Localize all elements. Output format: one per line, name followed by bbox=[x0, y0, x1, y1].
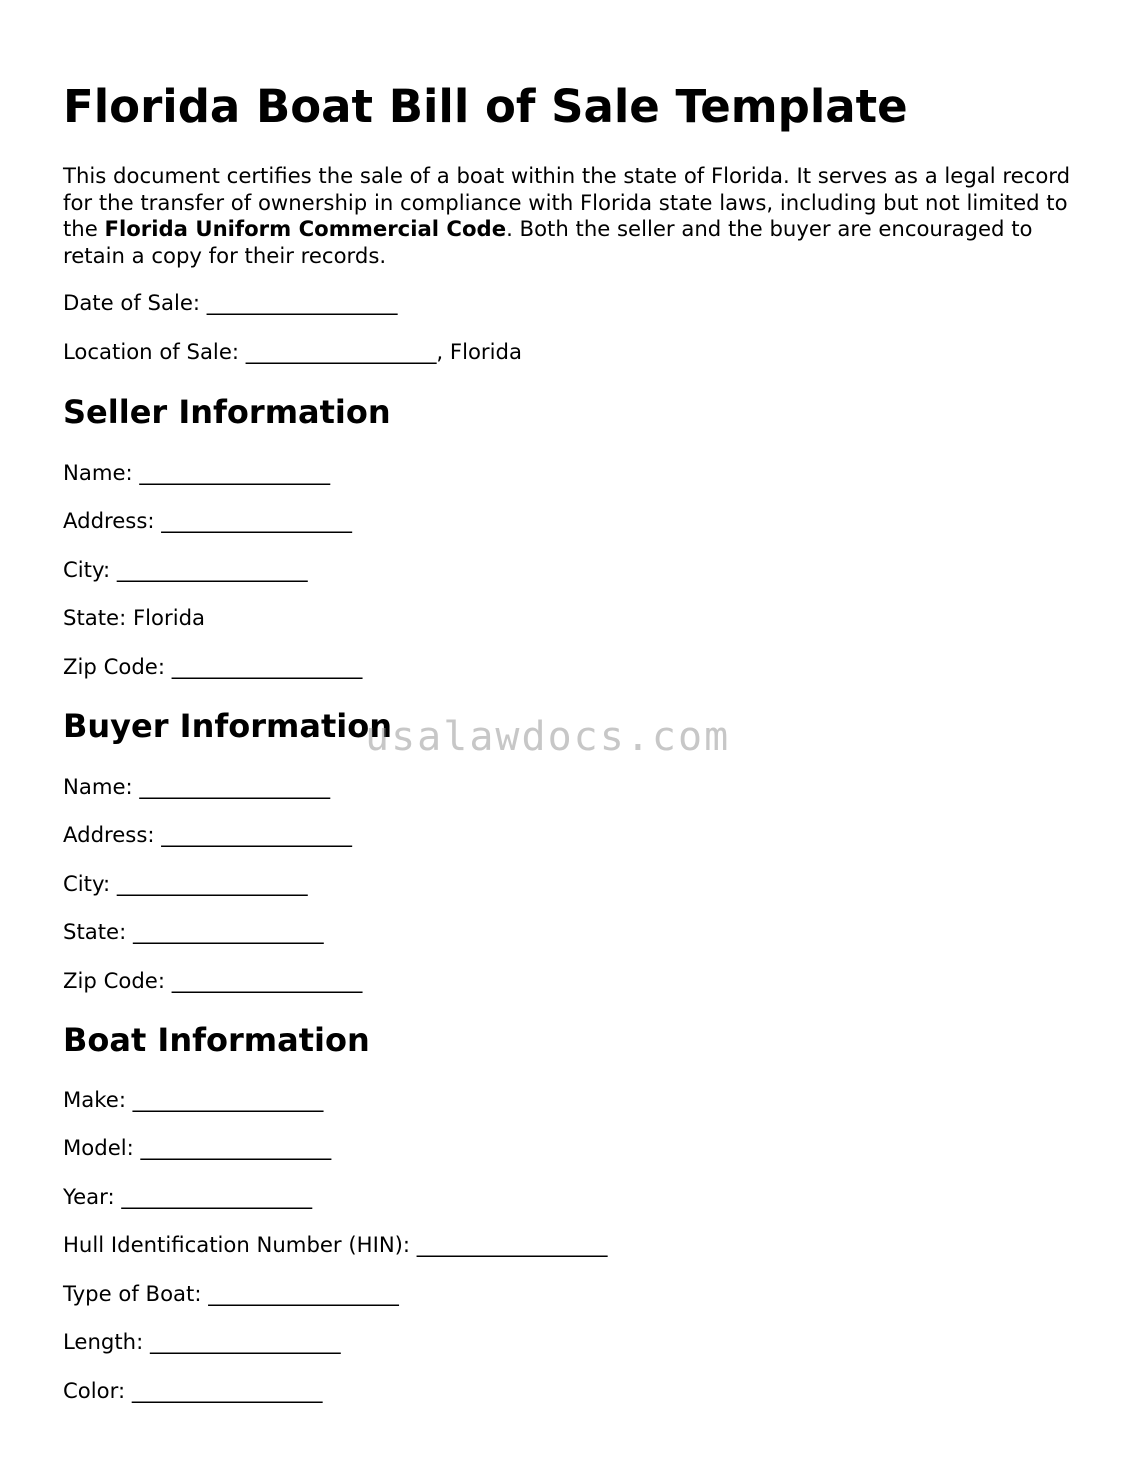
boat-model-field[interactable]: Model: __________________ bbox=[63, 1135, 332, 1160]
page-title: Florida Boat Bill of Sale Template bbox=[63, 80, 908, 133]
buyer-address-field[interactable]: Address: __________________ bbox=[63, 822, 352, 847]
buyer-state-field[interactable]: State: __________________ bbox=[63, 919, 324, 944]
boat-section-heading: Boat Information bbox=[63, 1021, 370, 1059]
watermark-text: usalawdocs.com bbox=[365, 714, 731, 760]
buyer-section-heading: Buyer Information bbox=[63, 707, 392, 745]
boat-length-field[interactable]: Length: __________________ bbox=[63, 1329, 341, 1354]
boat-color-field[interactable]: Color: __________________ bbox=[63, 1378, 323, 1403]
date-of-sale-field[interactable]: Date of Sale: __________________ bbox=[63, 290, 398, 315]
seller-name-field[interactable]: Name: __________________ bbox=[63, 460, 331, 485]
boat-year-field[interactable]: Year: __________________ bbox=[63, 1184, 313, 1209]
buyer-name-field[interactable]: Name: __________________ bbox=[63, 774, 331, 799]
boat-hin-field[interactable]: Hull Identification Number (HIN): __________________ bbox=[63, 1232, 608, 1257]
buyer-city-field[interactable]: City: __________________ bbox=[63, 871, 308, 896]
intro-text-end: . Both the seller and the buyer are encouraged to retain a copy for their records. bbox=[63, 216, 1033, 268]
seller-zip-field[interactable]: Zip Code: __________________ bbox=[63, 654, 363, 679]
intro-paragraph bbox=[63, 163, 1073, 269]
boat-type-field[interactable]: Type of Boat: __________________ bbox=[63, 1281, 399, 1306]
boat-make-field[interactable]: Make: __________________ bbox=[63, 1087, 324, 1112]
seller-section-heading: Seller Information bbox=[63, 393, 391, 431]
buyer-zip-field[interactable]: Zip Code: __________________ bbox=[63, 968, 363, 993]
seller-city-field[interactable]: City: __________________ bbox=[63, 557, 308, 582]
location-of-sale-field[interactable]: Location of Sale: __________________, Florida bbox=[63, 339, 522, 364]
seller-address-field[interactable]: Address: __________________ bbox=[63, 508, 352, 533]
intro-text-start: This document certifies the sale of a boat within the state of Florida. It serves as a legal record for the transfer of ownership in compliance with Florida state laws, including but not limited to the bbox=[63, 163, 1071, 241]
seller-state-field: State: Florida bbox=[63, 605, 206, 630]
intro-bold-code: Florida Uniform Commercial Code bbox=[104, 216, 507, 241]
